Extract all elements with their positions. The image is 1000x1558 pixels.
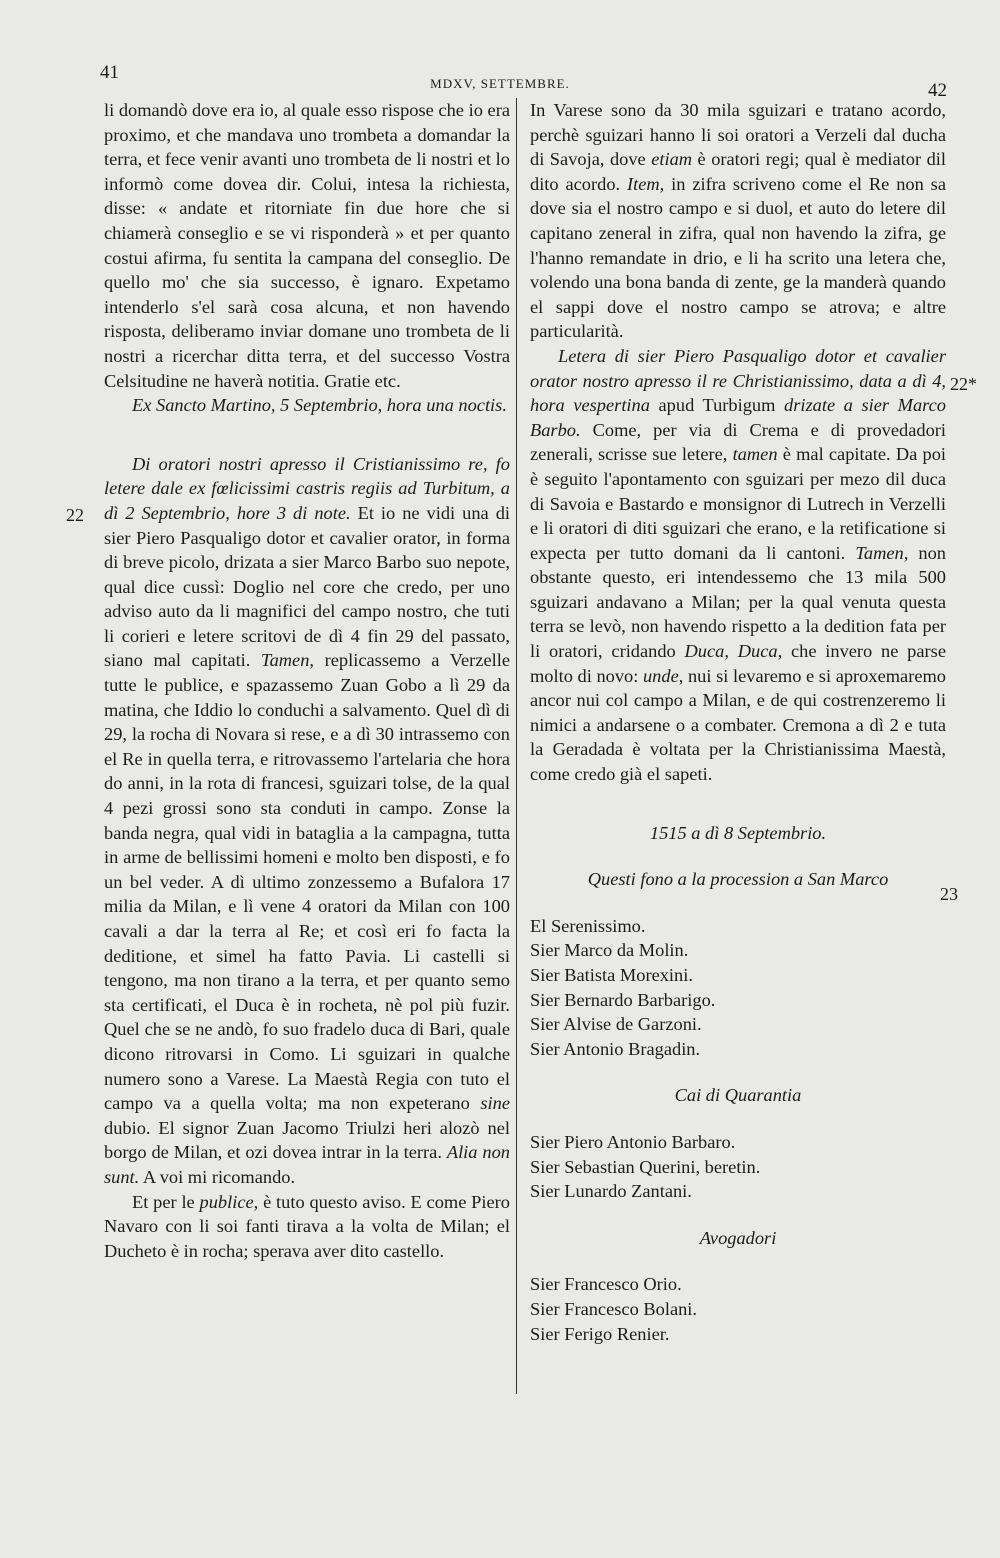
r2-heading-italic: Letera di sier Piero Pasqualigo dotor et cavalier orator nostro apresso il re Christianissimo, data a dì 4, hora vespertina <box>530 345 946 416</box>
column-divider <box>516 98 517 1394</box>
final-text-b: è tuto questo aviso. E come Piero Navaro con li soi fanti tirava a la volta de Milan; el Ducheto è in rocha; sperava aver dito castello. <box>104 1191 510 1261</box>
italic-item: Item, <box>627 173 665 194</box>
left-paragraph-final <box>104 1190 510 1264</box>
letter-heading-italic: Di oratori nostri apresso il Cristianissimo re, fo letere dale ex fœlicissimi castris regiis ad Turbitum, a dì 2 Septembrio, hore 3 di note. <box>104 453 510 523</box>
procession-list <box>530 914 946 1062</box>
left-paragraph-letter <box>104 452 510 1190</box>
list-item: Sier Marco da Molin. <box>530 940 689 961</box>
r2-a: apud Turbigum <box>649 395 785 416</box>
letter-text-2: replicassemo a Verzelle tutte le publice, e spazassemo Zuan Gobo a lì 29 da matina, che Iddio lo conduchi a salvamento. Quel dì di 29, la rocha di Novara si rese, e a dì 30 intrassemo con el Re in quella terra, e ritrovassemo l'artelaria che hora do anni, in la rota di francesi, sguizari tolse, de la qual 4 pezi grossi sono sta conduti in campo. Zonse la banda negra, qual vidi in bataglia a la campagna, tutta in arme de bellissimi homeni e molto ben disposti, e fo un bel veder. A dì ultimo zonzessemo a Bufalora 17 milia da Milan, e lì vene 4 oratori da Milan con 100 cavali a dar la terra al Re; et così eri fo facta la deditione, et simel ha fatto Pavia. Li castelli si tengono, ma non tirano a la terra, et per quanto semo sta certificati, el Duca è in rocheta, nè pol più fuzir. Quel che se ne andò, fo suo fradelo duca di Bari, quale dicono ritrovarsi in Como. Li sguizari in qualche numero sono a Varese. La Maestà Regia con tuto el campo va a quella volta; ma non expeterano <box>104 650 510 1114</box>
right-column <box>530 98 946 1346</box>
cai-heading: Cai di Quarantia <box>674 1085 802 1106</box>
avogadori-list <box>530 1272 946 1346</box>
letter-text: Et io ne vidi una di sier Piero Pasqualigo dotor et cavalier orator, in forma di breve picolo, drizata a sier Marco Barbo suo nepote, qual dice cussì: Doglio nel core che credo, per uno adviso auto da li magnifici del campo nostro, che tuti li corieri e letere scritovi de dì 4 fin 29 del passato, siano mal capitati. <box>104 502 510 671</box>
list-item: Sier Lunardo Zantani. <box>530 1181 692 1202</box>
italic-publice: publice, <box>199 1191 259 1212</box>
list-item: El Serenissimo. <box>530 915 646 936</box>
spacer <box>530 1250 946 1272</box>
spacer <box>530 892 946 914</box>
date-heading: 1515 a dì 8 Septembrio. <box>649 822 827 843</box>
page-number-left: 41 <box>100 62 119 83</box>
list-item: Sier Francesco Bolani. <box>530 1298 698 1319</box>
spacer <box>530 845 946 867</box>
r2-e: che invero ne parse molto di novo: <box>530 641 946 686</box>
page-number-right: 42 <box>928 80 947 101</box>
spacer <box>530 1061 946 1083</box>
italic-unde: unde, <box>642 665 684 686</box>
list-item: Sier Ferigo Renier. <box>530 1323 670 1344</box>
right-paragraph-1 <box>530 98 946 344</box>
list-item: Sier Batista Morexini. <box>530 965 693 985</box>
italic-sine: sine <box>480 1093 510 1114</box>
running-title: MDXV, SETTEMBRE. <box>430 76 570 91</box>
italic-tamen: Tamen, <box>261 650 315 671</box>
left-column <box>104 98 510 1263</box>
list-item: Sier Piero Antonio Barbaro. <box>530 1131 736 1152</box>
list-item: Sier Francesco Orio. <box>530 1274 682 1295</box>
list-item: Sier Sebastian Querini, beretin. <box>530 1156 761 1177</box>
r2-f: nui si levaremo e si aproxemaremo ancor nui col campo a Milan, e de qui costrenzeremo li nimici a andarsene o a combater. Cremona a dì 2 e tuta la Geradada è voltata per la Christianissima Maestà, come credo già el sapeti. <box>530 665 946 785</box>
right-paragraph-2 <box>530 344 946 787</box>
letter-text-4: A voi mi ricomando. <box>139 1166 296 1187</box>
spacer <box>530 787 946 821</box>
r1-b: è oratori regi; qual è mediator dil dito acordo. <box>530 149 946 194</box>
r2-c: è mal capitate. Da poi è seguito l'apontamento con sguizari per mezo dil duca di Savoia e Bastardo e monsignor di Lutrech in Verzelli e li oratori di diti sguizari che erano, e la retificatione si expecta per tutto domani da li cantoni. <box>530 444 946 563</box>
cai-list <box>530 1130 946 1204</box>
italic-etiam: etiam <box>651 149 693 170</box>
r1-a: In Varese sono da 30 mila sguizari e tratano acordo, perchè sguizari hanno li soi oratori a Verzeli dal ducha di Savoja, dove <box>530 100 946 170</box>
margin-number-right-23: 23 <box>940 884 958 904</box>
margin-number-left-22: 22 <box>66 505 84 525</box>
final-text-a: Et per le <box>132 1191 200 1212</box>
spacer <box>530 1108 946 1130</box>
r2-b: Come, per via di Crema e di provedadori zenerali, scrisse sue letere, <box>530 419 946 465</box>
r1-c: in zifra scriveno come el Re non sa dove sia el nostro campo e si duol, et auto do letere dil capitano zeneral in zifra, qual non havendo la zifra, ge l'hanno remandate in drio, e li ha scrito una letera che, volendo una bona banda di zente, ge la manderà quando el sappi dove el nostro campo se atrova; e altre particularità. <box>530 173 946 342</box>
spacer <box>530 1204 946 1226</box>
list-item: Sier Antonio Bragadin. <box>530 1038 701 1059</box>
italic-tamen-r: tamen <box>732 444 778 465</box>
avogadori-heading: Avogadori <box>699 1227 777 1248</box>
italic-alia: Alia non sunt. <box>104 1142 510 1187</box>
left-dateline: Ex Sancto Martino, 5 Septembrio, hora una noctis. <box>132 395 507 416</box>
r2-d: non obstante questo, eri intendessemo che 13 mila 500 sguizari andavano a Milan; per la qual venuta questa terra se levò, non havendo rispetto a la dedition fata per li oratori, cridando <box>530 542 946 662</box>
list-item: Sier Bernardo Barbarigo. <box>530 989 716 1010</box>
italic-duca: Duca, Duca, <box>684 641 783 662</box>
letter-text-3: dubio. El signor Zuan Jacomo Triulzi heri alozò nel borgo de Milan, et ozi dovea intrar in la terra. <box>104 1117 510 1163</box>
r2-italic2: drizate a sier Marco Barbo. <box>530 395 946 440</box>
procession-heading: Questi fono a la procession a San Marco <box>587 869 889 890</box>
italic-tamen-r2: Tamen, <box>855 542 909 563</box>
margin-number-right-22: 22* <box>950 374 977 394</box>
spacer <box>104 418 510 452</box>
left-paragraph-1: li domandò dove era io, al quale esso rispose che io era proximo, et che mandava uno trombeta a domandar la terra, et fece venir avanti uno trombeta de li nostri et lo informò come dovea dir. Colui, intesa la richiesta, disse: « andate et ritorniate fin due hore che si chiamerà conseglio e se vi risponderà » et per quanto costui afirma, fu sentita la campana del conseglio. De quello mo' che sia successo, è ignaro. Expetamo intenderlo s'el sarà cosa alcuna, et non havendo risposta, deliberamo inviar domane uno trombeta de li nostri a ricerchar ditta terra, et del successo Vostra Celsitudine ne haverà notitia. Gratie etc. <box>104 100 510 391</box>
list-item: Sier Alvise de Garzoni. <box>530 1014 702 1035</box>
